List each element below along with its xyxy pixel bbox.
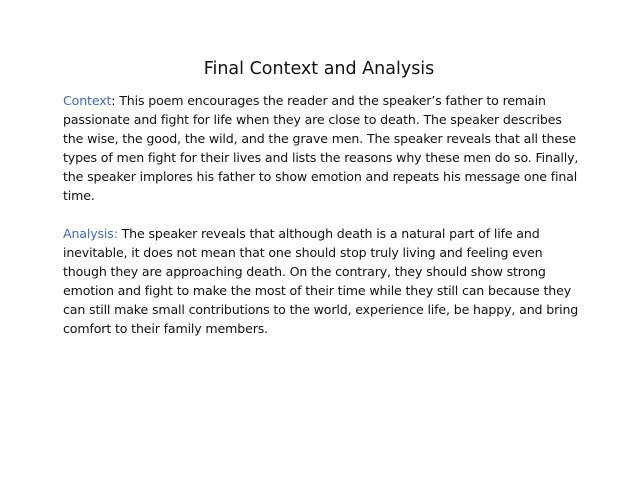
context-label: Context xyxy=(63,93,112,108)
slide-body xyxy=(63,91,581,338)
analysis-label: Analysis: xyxy=(63,226,118,241)
slide-title: Final Context and Analysis xyxy=(203,59,435,79)
context-text: This poem encourages the reader and the speaker’s father to remain passionate and fight for life when they are close to death. The speaker describes the wise, the good, the wild, and the grave men. The speaker reveals that all these types of men fight for their lives and lists the reasons why these men do so. Finally, the speaker implores his father to show emotion and repeats his message one final time. xyxy=(63,93,579,203)
context-paragraph xyxy=(63,91,581,205)
analysis-text: The speaker reveals that although death is a natural part of life and inevitable, it does not mean that one should stop truly living and feeling even though they are approaching death. On the contrary, they should show strong emotion and fight to make the most of their time while they still can because they can still make small contributions to the world, experience life, be happy, and bring comfort to their family members. xyxy=(63,226,579,336)
analysis-paragraph xyxy=(63,224,581,338)
context-separator: : xyxy=(111,93,120,108)
